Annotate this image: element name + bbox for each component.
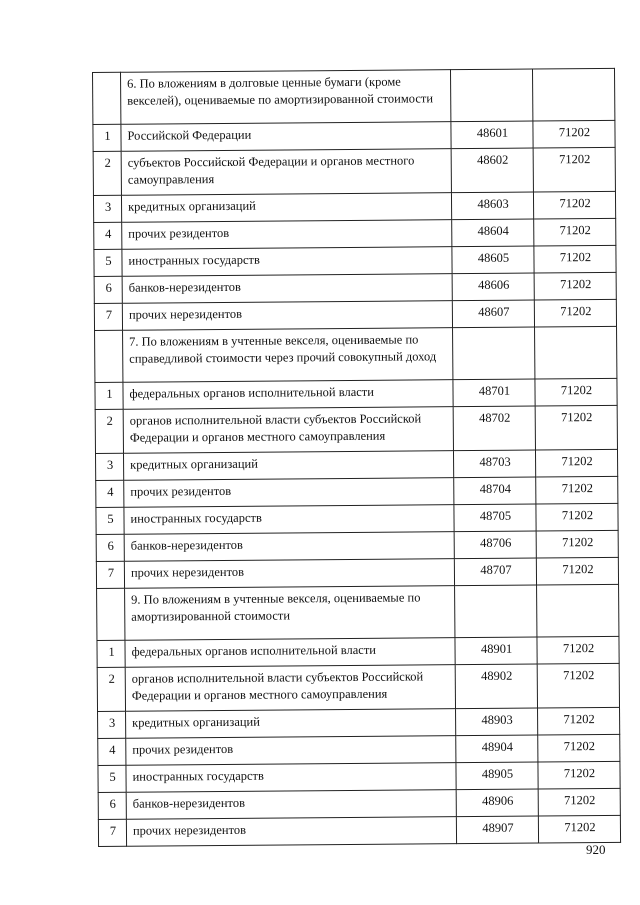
symbol-code: 48704 [454, 477, 536, 505]
item-name: иностранных государств [126, 763, 456, 793]
table-row [98, 734, 620, 765]
section-heading-row [97, 584, 619, 640]
empty-cell [450, 69, 532, 122]
table-row [98, 761, 620, 792]
table-row [96, 557, 618, 588]
account-number: 71202 [533, 191, 615, 219]
symbol-code: 48607 [452, 300, 534, 328]
symbol-code: 48904 [456, 735, 538, 763]
symbol-code: 48907 [456, 816, 538, 844]
row-number: 1 [97, 640, 125, 667]
account-number: 71202 [535, 449, 617, 477]
symbol-code: 48703 [453, 450, 535, 478]
table-row [93, 191, 615, 222]
account-number: 71202 [536, 503, 618, 531]
table-row [94, 272, 616, 303]
symbol-code: 48702 [453, 406, 535, 451]
row-number: 2 [93, 151, 121, 195]
section-heading: 9. По вложениям в учтенные векселя, оцениваемые по амортизированной стоимости [125, 586, 455, 641]
account-number: 71202 [534, 218, 616, 246]
symbol-code: 48901 [455, 637, 537, 665]
item-name: органов исполнительной власти субъектов Российской Федерации и органов местного самоуправления [123, 407, 453, 454]
symbol-code: 48906 [456, 789, 538, 817]
empty-cell [95, 330, 123, 382]
symbol-code: 48605 [452, 246, 534, 274]
section-heading: 6. По вложениям в долговые ценные бумаги (кроме векселей), оцениваемые по амортизированной стоимости [121, 70, 451, 125]
account-number: 71202 [535, 405, 617, 450]
account-number: 71202 [537, 636, 619, 664]
symbol-code: 48701 [453, 379, 535, 407]
account-number: 71202 [534, 272, 616, 300]
page-number: 920 [586, 842, 606, 857]
item-name: банков-нерезидентов [124, 532, 454, 562]
empty-cell [532, 68, 614, 121]
symbol-code: 48606 [452, 273, 534, 301]
table-row [95, 405, 617, 453]
table-row [98, 788, 620, 819]
row-number: 1 [93, 124, 121, 151]
row-number: 5 [94, 249, 122, 276]
account-number: 71202 [533, 120, 615, 148]
item-name: банков-нерезидентов [126, 790, 456, 820]
item-name: иностранных государств [122, 247, 452, 277]
empty-cell [453, 327, 535, 380]
row-number: 6 [96, 534, 124, 561]
row-number: 7 [94, 303, 122, 330]
item-name: иностранных государств [124, 505, 454, 535]
account-number: 71202 [536, 476, 618, 504]
symbol-code: 48905 [456, 762, 538, 790]
table-row [96, 476, 618, 507]
empty-cell [93, 72, 121, 124]
row-number: 6 [94, 276, 122, 303]
table-row [93, 120, 615, 151]
table-row [97, 636, 619, 667]
table-row [96, 530, 618, 561]
table-row [98, 707, 620, 738]
item-name: прочих резидентов [126, 736, 456, 766]
symbol-code: 48706 [454, 531, 536, 559]
item-name: банков-нерезидентов [122, 274, 452, 304]
row-number: 3 [98, 711, 126, 738]
row-number: 2 [95, 409, 123, 453]
account-number: 71202 [534, 299, 616, 327]
symbol-code: 48602 [451, 148, 533, 193]
account-number: 71202 [536, 557, 618, 585]
item-name: прочих резидентов [122, 220, 452, 250]
account-number: 71202 [534, 245, 616, 273]
account-number: 71202 [538, 815, 620, 843]
table-row [96, 503, 618, 534]
row-number: 7 [98, 819, 126, 846]
table-row [93, 147, 615, 195]
row-number: 4 [94, 222, 122, 249]
row-number: 5 [98, 765, 126, 792]
empty-cell [97, 588, 125, 640]
item-name: органов исполнительной власти субъектов Российской Федерации и органов местного самоуправления [125, 665, 455, 712]
row-number: 1 [95, 382, 123, 409]
symbol-code: 48603 [451, 192, 533, 220]
row-number: 5 [96, 507, 124, 534]
item-name: прочих нерезидентов [124, 559, 454, 589]
item-name: субъектов Российской Федерации и органов местного самоуправления [121, 149, 451, 196]
accounts-table [92, 68, 621, 847]
table-row [97, 663, 619, 711]
section-heading-row [93, 68, 615, 124]
item-name: кредитных организаций [123, 451, 453, 481]
table-row [94, 245, 616, 276]
section-heading-row [95, 326, 617, 382]
account-number: 71202 [536, 530, 618, 558]
symbol-code: 48604 [452, 219, 534, 247]
item-name: федеральных органов исполнительной власти [123, 380, 453, 410]
account-number: 71202 [538, 761, 620, 789]
table-row [94, 218, 616, 249]
empty-cell [455, 585, 537, 638]
item-name: прочих резидентов [124, 478, 454, 508]
table-row [94, 299, 616, 330]
section-heading: 7. По вложениям в учтенные векселя, оцениваемые по справедливой стоимости через прочий совокупный доход [123, 328, 453, 383]
symbol-code: 48707 [454, 558, 536, 586]
table-row [95, 449, 617, 480]
account-number: 71202 [537, 663, 619, 708]
row-number: 4 [96, 480, 124, 507]
account-number: 71202 [538, 788, 620, 816]
account-number: 71202 [538, 707, 620, 735]
row-number: 4 [98, 738, 126, 765]
row-number: 3 [95, 453, 123, 480]
row-number: 3 [93, 195, 121, 222]
item-name: прочих нерезидентов [122, 301, 452, 331]
symbol-code: 48705 [454, 504, 536, 532]
table-row [95, 378, 617, 409]
item-name: кредитных организаций [121, 193, 451, 223]
empty-cell [535, 326, 617, 379]
symbol-code: 48902 [455, 664, 537, 709]
account-number: 71202 [533, 147, 615, 192]
item-name: Российской Федерации [121, 122, 451, 152]
symbol-code: 48903 [456, 708, 538, 736]
accounts-table-body [93, 68, 621, 846]
row-number: 6 [98, 792, 126, 819]
account-number: 71202 [538, 734, 620, 762]
item-name: кредитных организаций [126, 709, 456, 739]
item-name: прочих нерезидентов [126, 817, 456, 847]
item-name: федеральных органов исполнительной власти [125, 638, 455, 668]
symbol-code: 48601 [451, 121, 533, 149]
account-number: 71202 [535, 378, 617, 406]
row-number: 7 [96, 561, 124, 588]
table-row [98, 815, 620, 846]
row-number: 2 [97, 667, 125, 711]
empty-cell [537, 584, 619, 637]
